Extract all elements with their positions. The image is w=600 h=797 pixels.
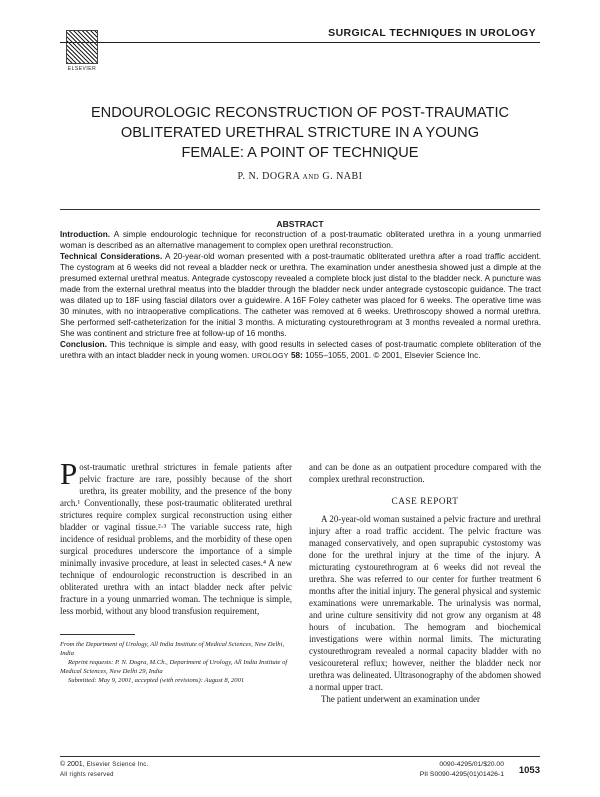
author-line bbox=[60, 171, 540, 182]
author-2: G. NABI bbox=[322, 171, 363, 182]
publisher-logo-text: ELSEVIER bbox=[67, 66, 97, 72]
abstract-technical: Technical Considerations. A 20-year-old woman presented with a post-traumatic obliterated urethra after a road traffic accident. The cystogram at 6 weeks did not reveal a bladder neck or urethra. The examination under anesthesia showed just a dimple at the presumed external urethral meatus. Antegrade cystoscopy revealed a complete block just distal to the bladder neck. A puncture was made from the external urethral meatus into the bladder through the bladder neck under antegrade cystoscopic guidance. The tract was dilated up to 18F using fascial dilators over a guidewire. A 16F Foley catheter was placed for 6 weeks. The operative time was 30 minutes, with no intraoperative complications. The catheter was removed at 6 weeks. Urethroscopy showed a normal urethra. She performed self-catheterization for the initial 3 months. A micturating cystourethrogram at 3 months revealed a normal urethra. She was continent and stricture free at follow-up of 16 months. bbox=[60, 252, 541, 338]
body-column-left bbox=[60, 456, 292, 617]
author-conjunction: AND bbox=[302, 173, 320, 181]
abstract-introduction: Introduction. A simple endourologic technique for reconstruction of a post-traumatic obliterated urethra in a young unmarried woman is described as an alternative management to complex open urethral reconstruction. bbox=[60, 230, 541, 250]
journal-section-label: SURGICAL TECHNIQUES IN UROLOGY bbox=[328, 27, 536, 39]
title-line-1: ENDOUROLOGIC RECONSTRUCTION OF POST-TRAUMATIC bbox=[90, 105, 510, 121]
copyright-year: © 2001, bbox=[60, 761, 85, 768]
header-rule bbox=[60, 42, 540, 43]
abstract-body bbox=[60, 229, 541, 362]
citation-volume: 58: bbox=[288, 351, 303, 360]
footer-rule bbox=[60, 756, 540, 757]
intro-continuation: and can be done as an outpatient procedure compared with the complex urethral reconstruction. bbox=[309, 462, 541, 484]
footnote-reprint: Reprint requests: P. N. Dogra, M.Ch., Department of Urology, All India Institute of Medical Sciences, New Delhi 29, India bbox=[60, 659, 288, 675]
citation-journal: UROLOGY bbox=[251, 353, 289, 360]
case-paragraph-2: The patient underwent an examination under bbox=[321, 694, 480, 704]
article-title bbox=[60, 103, 540, 163]
elsevier-tree-logo-icon bbox=[66, 30, 98, 64]
drop-cap: P bbox=[60, 456, 78, 491]
copyright-holder: Elsevier Science Inc. bbox=[86, 762, 149, 768]
case-report-heading: CASE REPORT bbox=[391, 496, 459, 506]
case-paragraph-1: A 20-year-old woman sustained a pelvic fracture and urethral injury after a road traffic accident. The pelvic fracture was managed conservatively, and open suprapubic cystostomy was done for the urethral injury at the time of the injury. A micturating cystourethrogram at 6 weeks did not reveal the urethra. She was referred to our center for further treatment 6 months after the initial injury. The general physical and systemic examinations were unremarkable. The urinalysis was normal, and urine culture sensitivity did not grow any organism at 48 hours of incubation. The hemogram and biochemical investigations were within normal limits. The micturating cystourethrogram revealed a normal capacity bladder with no vesicoureteral reflux; however, neither the bladder neck nor urethra was delineated. Ultrasonography of the abdomen showed a normal upper tract. bbox=[309, 514, 541, 692]
footnote-rule bbox=[60, 634, 135, 635]
issn-code: 0090-4295/01/$20.00 bbox=[439, 761, 504, 768]
rights-reserved: All rights reserved bbox=[60, 772, 114, 778]
abstract-heading: ABSTRACT bbox=[276, 219, 324, 229]
pii-code: PII S0090-4295(01)01426-1 bbox=[419, 771, 504, 778]
page-number: 1053 bbox=[518, 765, 540, 776]
body-column-right bbox=[309, 461, 541, 705]
copyright-block bbox=[60, 760, 149, 780]
title-line-2: OBLITERATED URETHRAL STRICTURE IN A YOUNG bbox=[120, 125, 480, 141]
footnotes bbox=[60, 640, 296, 685]
footnote-affiliation: From the Department of Urology, All India Institute of Medical Sciences, New Delhi, India bbox=[60, 641, 285, 657]
abstract-top-rule bbox=[60, 209, 540, 210]
author-1: P. N. DOGRA bbox=[237, 171, 300, 182]
citation-rest: 1055–1055, 2001. © 2001, Elsevier Science Inc. bbox=[302, 351, 481, 360]
publication-codes bbox=[420, 760, 504, 780]
title-line-3: FEMALE: A POINT OF TECHNIQUE bbox=[181, 145, 419, 161]
abstract-conclusion: Conclusion. This technique is simple and easy, with good results in selected cases of post-traumatic complete obliteration of the urethra with an intact bladder neck in young women. UROLOGY 58: 1055–1055, 2001. © 2001, Elsevier Science Inc. bbox=[60, 340, 541, 360]
intro-paragraph: Post-traumatic urethral strictures in female patients after pelvic fracture are rare, possibly because of the short urethra, its greater mobility, and the presence of the bony arch.¹ Conventionally, these post-traumatic obliterated urethral strictures require complex surgical reconstruction using either bladder or vaginal tissue.²·³ The variable success rate, high incidence of residual problems, and the morbidity of these open surgical procedures underscore the importance of a simple minimally invasive procedure, at least in selected cases.⁴ A new technique of endourologic reconstruction is described in an obliterated urethra with an intact bladder neck after pelvic fracture in a young unmarried woman. The technique is simple, less morbid, without any blood transfusion requirement, bbox=[60, 456, 292, 616]
footnote-dates: Submitted: May 9, 2001, accepted (with revisions): August 8, 2001 bbox=[68, 677, 245, 684]
